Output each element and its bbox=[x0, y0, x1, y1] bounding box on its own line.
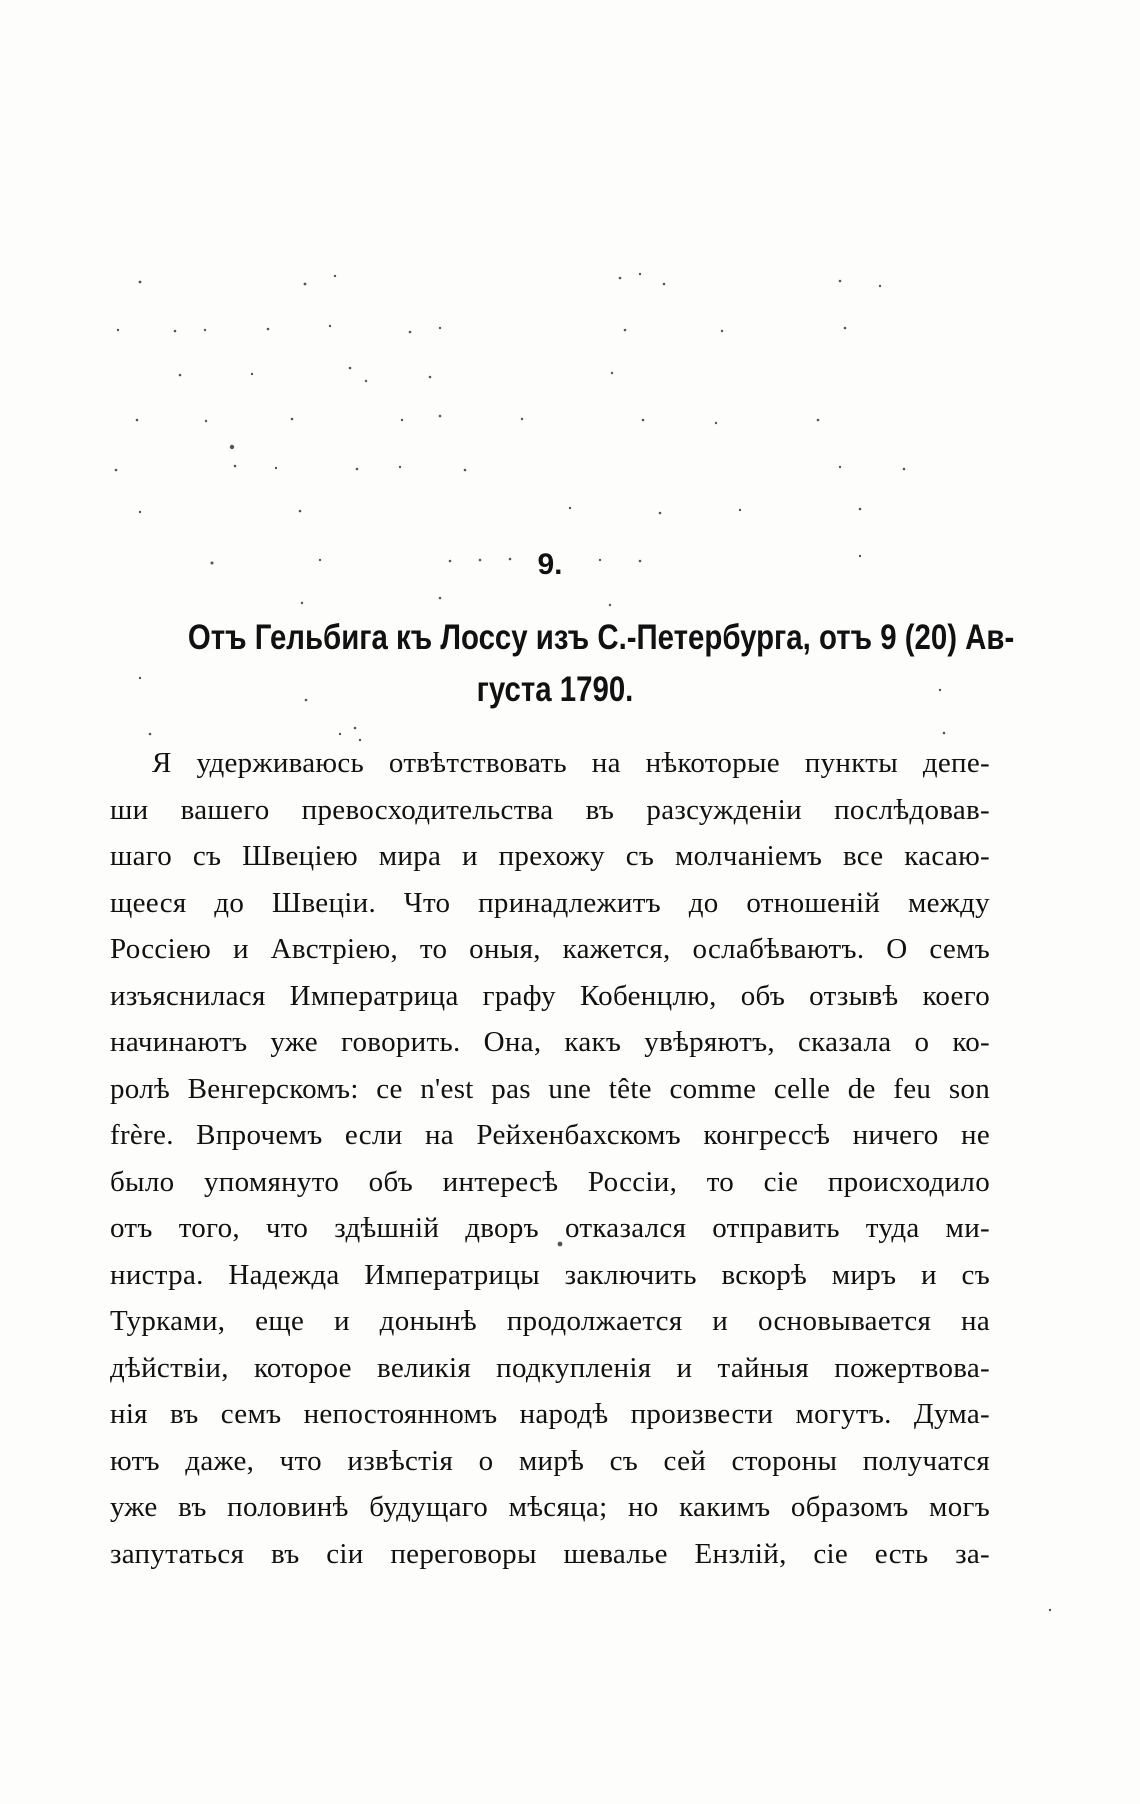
section-number: 9. bbox=[537, 548, 563, 581]
body-line: Я удерживаюсь отвѣтствовать на нѣкоторые пункты депе- bbox=[152, 747, 990, 779]
body-line: начинаютъ уже говорить. Она, какъ увѣряютъ, сказала о ко- bbox=[110, 1026, 990, 1058]
body-line: отъ того, что здѣшній дворъ отказался отправить туда ми- bbox=[110, 1212, 990, 1244]
body-line: Россіею и Австріею, то оныя, кажется, ослабѣваютъ. О семъ bbox=[110, 933, 990, 965]
body-line: ши вашего превосходительства въ разсужденіи послѣдовав- bbox=[110, 793, 990, 826]
body-line: frère. Впрочемъ если на Рейхенбахскомъ конгрессѣ ничего не bbox=[110, 1119, 990, 1151]
heading-line: Отъ Гельбига къ Лоссу изъ С.-Петербурга, отъ 9 (20) Ав- bbox=[187, 618, 1015, 657]
body-line: нистра. Надежда Императрицы заключить вскорѣ миръ и съ bbox=[110, 1258, 990, 1291]
body-line: ютъ даже, что извѣстія о мирѣ съ сей стороны получатся bbox=[110, 1444, 990, 1477]
letter-heading bbox=[187, 612, 1015, 716]
body-line: щееся до Швеціи. Что принадлежитъ до отношеній между bbox=[110, 886, 990, 919]
body-line: было упомянуто объ интересѣ Россіи, то сіе происходило bbox=[110, 1165, 990, 1198]
body-line: Турками, еще и донынѣ продолжается и основывается на bbox=[110, 1305, 990, 1337]
body-line: запутаться въ сіи переговоры шевалье Ензлій, сіе есть за- bbox=[110, 1537, 990, 1570]
heading-line: густа 1790. bbox=[476, 670, 634, 709]
body-line: шаго съ Швеціею мира и прехожу съ молчаніемъ все касаю- bbox=[110, 840, 990, 872]
body-line: нія въ семъ непостоянномъ народѣ произвести могутъ. Дума- bbox=[110, 1398, 990, 1430]
letter-body bbox=[110, 740, 990, 1577]
body-line: ролѣ Венгерскомъ: ce n'est pas une tête comme celle de feu son bbox=[110, 1072, 990, 1105]
body-line: изъяснилася Императрица графу Кобенцлю, объ отзывѣ коего bbox=[110, 979, 990, 1012]
body-line: дѣйствіи, которое великія подкупленія и тайныя пожертвова- bbox=[110, 1351, 990, 1384]
body-line: уже въ половинѣ будущаго мѣсяца; но какимъ образомъ могъ bbox=[110, 1491, 990, 1523]
